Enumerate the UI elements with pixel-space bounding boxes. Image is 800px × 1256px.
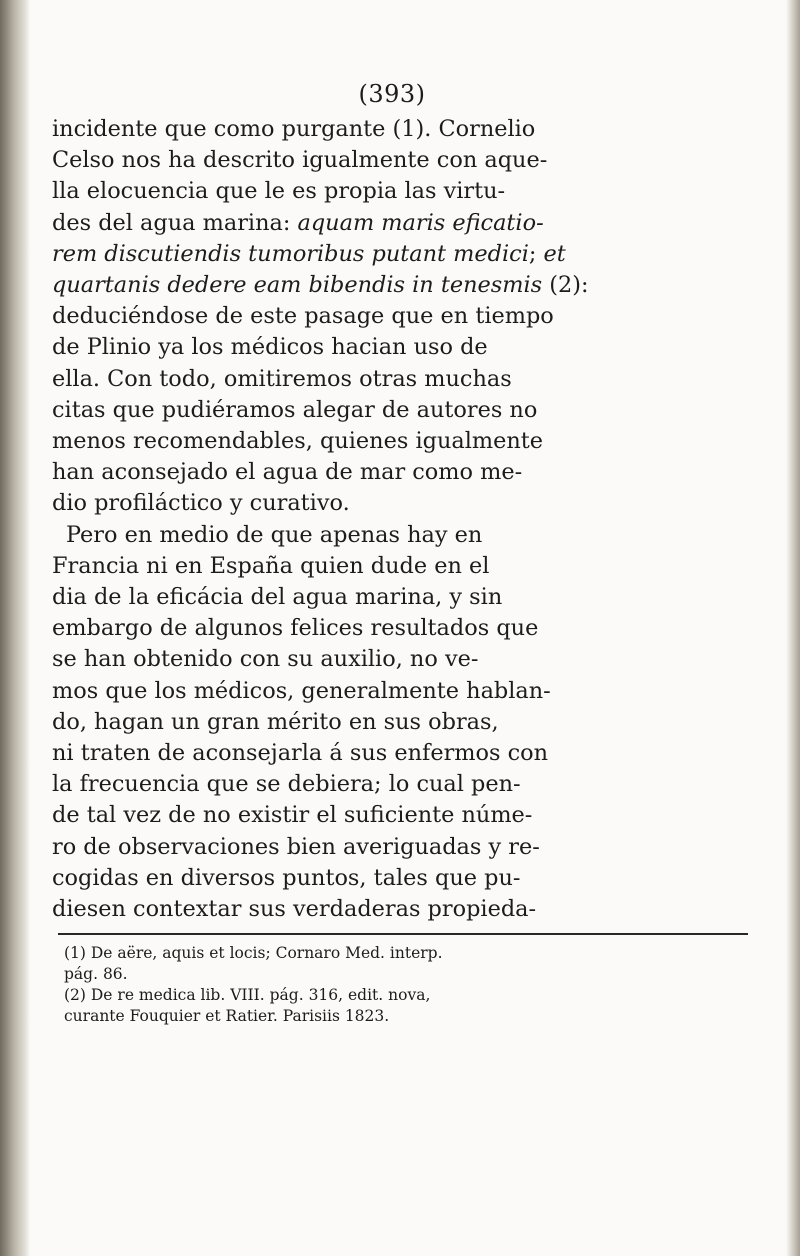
latin-quote: aquam maris eficatio- [297, 209, 544, 236]
latin-quote: quartanis dedere eam bibendis in tenesmis [52, 272, 543, 299]
text-line [52, 863, 752, 894]
book-binding-edge [0, 0, 30, 1256]
body-text [52, 114, 752, 925]
footnote-line: (1) De aëre, aquis et locis; Cornaro Med. interp. [64, 944, 443, 963]
text-line [52, 270, 752, 301]
text-run: lla elocuencia que le es propia las virtu- [52, 178, 506, 205]
text-line [52, 239, 752, 270]
text-line [52, 395, 752, 426]
text-line [52, 145, 752, 176]
footnote-line: pág. 86. [64, 965, 128, 984]
text-run: Celso nos ha descrito igualmente con aque- [52, 147, 548, 174]
text-run: deduciéndose de este pasage que en tiempo [52, 303, 554, 330]
latin-quote: rem discutiendis tumoribus putant medici [52, 240, 529, 267]
footnote-line: curante Fouquier et Ratier. Parisiis 1823. [64, 1007, 390, 1026]
footnotes [52, 943, 752, 1027]
text-line [52, 894, 752, 925]
latin-quote: et [543, 240, 566, 267]
text-line [52, 457, 752, 488]
text-run: embargo de algunos felices resultados que [52, 615, 539, 642]
text-run: de Plinio ya los médicos hacian uso de [52, 334, 488, 361]
text-run: ni traten de aconsejarla á sus enfermos con [52, 740, 549, 767]
text-run: incidente que como purgante (1). Cornelio [52, 116, 536, 142]
text-line [52, 613, 752, 644]
text-line [52, 364, 752, 395]
text-line [52, 551, 752, 582]
text-run: dia de la eficácia del agua marina, y sin [52, 584, 503, 611]
paragraph [52, 114, 752, 520]
text-line [52, 520, 752, 551]
text-run: de tal vez de no existir el suficiente núme- [52, 802, 533, 829]
text-line [52, 738, 752, 769]
text-run: Pero en medio de que apenas hay en [66, 521, 483, 548]
footnote-separator [58, 933, 748, 935]
text-run: citas que pudiéramos alegar de autores no [52, 396, 538, 423]
text-line [52, 488, 752, 519]
footnote-line: (2) De re medica lib. VIII. pág. 316, edit. nova, [64, 986, 431, 1005]
text-line [52, 769, 752, 800]
text-line [52, 832, 752, 863]
text-line [52, 676, 752, 707]
text-run: diesen contextar sus verdaderas propieda- [52, 896, 537, 923]
text-run: la frecuencia que se debiera; lo cual pen- [52, 771, 521, 798]
text-run: cogidas en diversos puntos, tales que pu- [52, 864, 521, 891]
text-line [52, 332, 752, 363]
text-line [52, 644, 752, 675]
text-line [52, 208, 752, 239]
book-page [52, 80, 752, 1027]
text-line [52, 800, 752, 831]
text-line [52, 114, 752, 145]
text-line [52, 301, 752, 332]
text-line [52, 707, 752, 738]
text-run: dio profiláctico y curativo. [52, 490, 350, 517]
text-run: Francia ni en España quien dude en el [52, 552, 490, 579]
text-line [52, 176, 752, 207]
paragraph [52, 520, 752, 926]
text-line [52, 426, 752, 457]
page-number: (393) [358, 80, 426, 108]
text-run: ro de observaciones bien averiguadas y re- [52, 833, 540, 860]
text-run: se han obtenido con su auxilio, no ve- [52, 646, 479, 673]
text-line [52, 582, 752, 613]
page-right-edge [786, 0, 800, 1256]
text-run: do, hagan un gran mérito en sus obras, [52, 708, 499, 735]
text-run: (2): [542, 272, 589, 299]
text-run: ; [528, 240, 544, 267]
text-run: des del agua marina: [52, 209, 298, 236]
text-run: ella. Con todo, omitiremos otras muchas [52, 365, 512, 392]
text-run: han aconsejado el agua de mar como me- [52, 459, 523, 486]
text-run: mos que los médicos, generalmente hablan- [52, 677, 551, 704]
text-run: menos recomendables, quienes igualmente [52, 428, 544, 455]
